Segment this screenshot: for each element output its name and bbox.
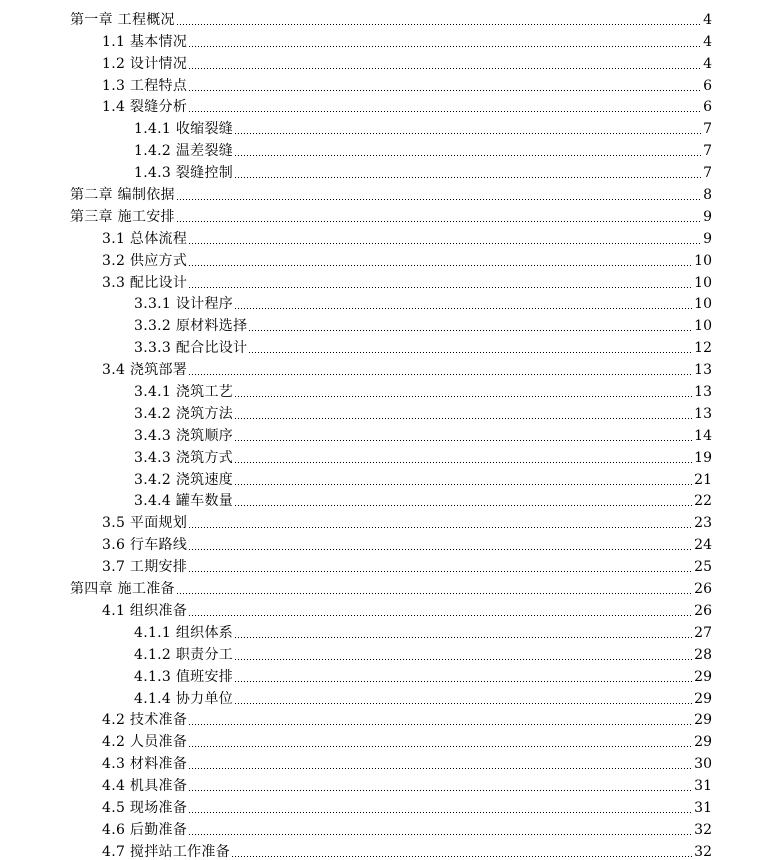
dot-leader (234, 396, 693, 397)
dot-leader (234, 177, 701, 178)
toc-entry-label: 4.5 现场准备 (102, 799, 188, 816)
toc-entry-page-number: 32 (694, 843, 712, 860)
dot-leader (188, 834, 693, 835)
toc-entry[interactable] (0, 728, 778, 750)
toc-entry-page-number: 7 (703, 121, 712, 138)
toc-entry-label: 1.2 设计情况 (102, 55, 188, 72)
toc-entry-label: 4.4 机具准备 (102, 778, 188, 795)
toc-entry-label: 3.4.1 浇筑工艺 (134, 384, 234, 401)
toc-entry[interactable] (0, 137, 778, 159)
toc-entry[interactable] (0, 94, 778, 116)
toc-entry-label: 3.4.3 浇筑顺序 (134, 427, 234, 444)
toc-entry[interactable] (0, 838, 778, 860)
toc-entry-label: 1.3 工程特点 (102, 77, 188, 94)
table-of-contents (0, 6, 778, 860)
dot-leader (188, 724, 693, 725)
toc-entry-page-number: 21 (694, 471, 712, 488)
toc-entry-page-number: 27 (694, 624, 712, 641)
dot-leader (234, 681, 693, 682)
toc-entry[interactable] (0, 641, 778, 663)
toc-entry-label: 3.3.3 配合比设计 (134, 340, 248, 357)
toc-entry-label: 3.4 浇筑部署 (102, 362, 188, 379)
toc-entry-page-number: 10 (694, 318, 712, 335)
toc-entry[interactable] (0, 444, 778, 466)
dot-leader (248, 352, 693, 353)
toc-entry[interactable] (0, 72, 778, 94)
toc-entry[interactable] (0, 159, 778, 181)
dot-leader (234, 505, 693, 506)
toc-entry-page-number: 32 (694, 821, 712, 838)
toc-entry-page-number: 25 (694, 559, 712, 576)
toc-entry-page-number: 19 (694, 449, 712, 466)
dot-leader (188, 571, 693, 572)
toc-entry-label: 第一章 工程概况 (70, 11, 175, 28)
toc-entry-label: 3.3.1 设计程序 (134, 296, 234, 313)
toc-entry-label: 1.4.1 收缩裂缝 (134, 121, 234, 138)
toc-entry-page-number: 28 (694, 646, 712, 663)
toc-entry-label: 3.7 工期安排 (102, 559, 188, 576)
dot-leader (234, 637, 693, 638)
toc-entry-label: 3.3 配比设计 (102, 274, 188, 291)
dot-leader (234, 308, 693, 309)
toc-entry-page-number: 6 (703, 99, 712, 116)
toc-entry[interactable] (0, 334, 778, 356)
toc-entry[interactable] (0, 115, 778, 137)
toc-entry-page-number: 7 (703, 165, 712, 182)
toc-entry-label: 第三章 施工安排 (70, 208, 175, 225)
toc-entry-label: 1.1 基本情况 (102, 33, 188, 50)
toc-entry-page-number: 12 (694, 340, 712, 357)
toc-entry-label: 3.4.2 浇筑速度 (134, 471, 234, 488)
dot-leader (188, 549, 693, 550)
toc-entry-page-number: 13 (694, 405, 712, 422)
toc-entry-page-number: 10 (694, 296, 712, 313)
toc-entry-page-number: 6 (703, 77, 712, 94)
dot-leader (234, 133, 701, 134)
toc-entry-label: 3.6 行车路线 (102, 537, 188, 554)
toc-entry-label: 3.3.2 原材料选择 (134, 318, 248, 335)
toc-entry-label: 1.4.2 温差裂缝 (134, 143, 234, 160)
dot-leader (188, 68, 701, 69)
toc-entry-label: 4.1.2 职责分工 (134, 646, 234, 663)
toc-entry[interactable] (0, 575, 778, 597)
toc-entry[interactable] (0, 509, 778, 531)
toc-entry[interactable] (0, 466, 778, 488)
toc-entry-label: 3.4.3 浇筑方式 (134, 449, 234, 466)
toc-entry-page-number: 23 (694, 515, 712, 532)
toc-entry-page-number: 9 (703, 230, 712, 247)
toc-entry[interactable] (0, 772, 778, 794)
toc-entry-page-number: 31 (694, 778, 712, 795)
dot-leader (234, 418, 693, 419)
toc-entry-page-number: 8 (703, 187, 712, 204)
toc-entry-page-number: 29 (694, 734, 712, 751)
toc-entry[interactable] (0, 816, 778, 838)
dot-leader (188, 768, 693, 769)
toc-entry[interactable] (0, 422, 778, 444)
toc-entry-page-number: 14 (694, 427, 712, 444)
toc-entry[interactable] (0, 356, 778, 378)
dot-leader (176, 593, 693, 594)
dot-leader (188, 812, 693, 813)
toc-entry[interactable] (0, 6, 778, 28)
toc-entry-page-number: 9 (703, 208, 712, 225)
toc-entry[interactable] (0, 269, 778, 291)
toc-entry-label: 3.1 总体流程 (102, 230, 188, 247)
toc-entry-label: 第二章 编制依据 (70, 187, 175, 204)
toc-entry-page-number: 4 (703, 33, 712, 50)
dot-leader (188, 90, 701, 91)
toc-entry-label: 1.4.3 裂缝控制 (134, 165, 234, 182)
toc-entry-page-number: 29 (694, 712, 712, 729)
toc-entry-label: 4.7 搅拌站工作准备 (102, 843, 231, 860)
toc-entry-page-number: 31 (694, 799, 712, 816)
toc-entry-label: 3.2 供应方式 (102, 252, 188, 269)
toc-entry-label: 4.1 组织准备 (102, 602, 188, 619)
dot-leader (176, 24, 701, 25)
toc-entry-label: 4.1.1 组织体系 (134, 624, 234, 641)
toc-entry[interactable] (0, 685, 778, 707)
toc-entry[interactable] (0, 619, 778, 641)
dot-leader (234, 155, 701, 156)
toc-entry[interactable] (0, 181, 778, 203)
dot-leader (234, 659, 693, 660)
toc-entry[interactable] (0, 553, 778, 575)
toc-entry-page-number: 4 (703, 11, 712, 28)
toc-entry[interactable] (0, 203, 778, 225)
toc-entry-page-number: 29 (694, 690, 712, 707)
toc-entry-page-number: 4 (703, 55, 712, 72)
toc-entry-label: 第四章 施工准备 (70, 581, 175, 598)
toc-entry[interactable] (0, 28, 778, 50)
toc-entry-page-number: 24 (694, 537, 712, 554)
dot-leader (188, 374, 693, 375)
toc-entry-page-number: 29 (694, 668, 712, 685)
toc-entry[interactable] (0, 488, 778, 510)
dot-leader (188, 746, 693, 747)
dot-leader (188, 111, 701, 112)
dot-leader (188, 790, 693, 791)
toc-entry[interactable] (0, 312, 778, 334)
dot-leader (188, 615, 693, 616)
toc-entry-page-number: 7 (703, 143, 712, 160)
toc-entry-label: 4.2 技术准备 (102, 712, 188, 729)
toc-entry[interactable] (0, 597, 778, 619)
toc-entry[interactable] (0, 378, 778, 400)
toc-entry[interactable] (0, 663, 778, 685)
dot-leader (188, 287, 693, 288)
toc-entry-label: 1.4 裂缝分析 (102, 99, 188, 116)
toc-entry-label: 4.2 人员准备 (102, 734, 188, 751)
dot-leader (234, 462, 693, 463)
toc-entry[interactable] (0, 225, 778, 247)
toc-entry-page-number: 10 (694, 252, 712, 269)
dot-leader (188, 527, 693, 528)
toc-entry-page-number: 10 (694, 274, 712, 291)
toc-entry[interactable] (0, 531, 778, 553)
dot-leader (176, 199, 701, 200)
toc-entry-label: 4.6 后勤准备 (102, 821, 188, 838)
dot-leader (188, 265, 693, 266)
toc-entry[interactable] (0, 707, 778, 729)
toc-entry-label: 4.1.3 值班安排 (134, 668, 234, 685)
toc-entry[interactable] (0, 291, 778, 313)
dot-leader (188, 46, 701, 47)
toc-entry-page-number: 13 (694, 384, 712, 401)
toc-entry-page-number: 26 (694, 602, 712, 619)
dot-leader (234, 440, 693, 441)
toc-entry-label: 4.3 材料准备 (102, 756, 188, 773)
toc-entry[interactable] (0, 794, 778, 816)
dot-leader (188, 243, 701, 244)
dot-leader (248, 330, 693, 331)
toc-entry[interactable] (0, 50, 778, 72)
toc-entry[interactable] (0, 400, 778, 422)
toc-entry-page-number: 26 (694, 581, 712, 598)
toc-entry-label: 4.1.4 协力单位 (134, 690, 234, 707)
dot-leader (176, 221, 701, 222)
dot-leader (234, 484, 693, 485)
dot-leader (234, 703, 693, 704)
toc-entry[interactable] (0, 750, 778, 772)
toc-entry-label: 3.4.4 罐车数量 (134, 493, 234, 510)
toc-entry-label: 3.5 平面规划 (102, 515, 188, 532)
toc-entry-page-number: 30 (694, 756, 712, 773)
toc-entry-page-number: 13 (694, 362, 712, 379)
toc-entry[interactable] (0, 247, 778, 269)
toc-entry-label: 3.4.2 浇筑方法 (134, 405, 234, 422)
toc-entry-page-number: 22 (694, 493, 712, 510)
